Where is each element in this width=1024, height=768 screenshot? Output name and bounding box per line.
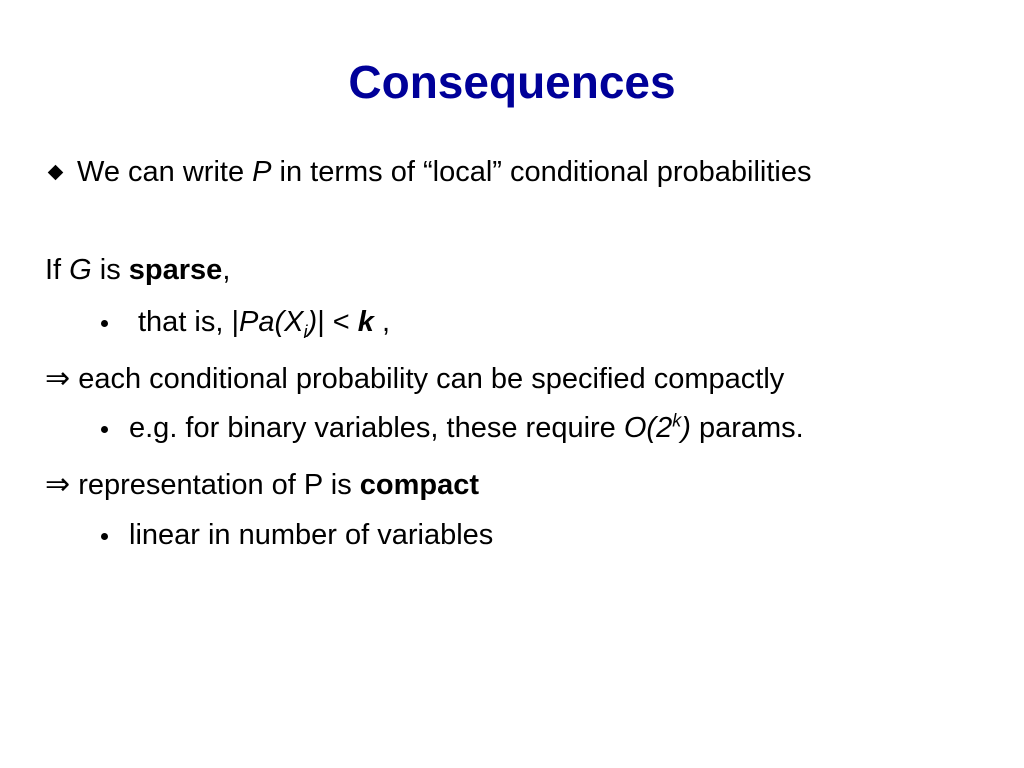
var-p: P [252, 156, 272, 188]
sparse-mid: is [91, 254, 129, 286]
thatis-post: , [373, 306, 391, 338]
implication-representation [45, 467, 479, 503]
representation-pre: representation of P is [70, 469, 360, 501]
diamond-bullet-icon [48, 165, 64, 181]
implies-arrow-icon: ⇒ [45, 361, 71, 396]
dot-bullet-icon [101, 426, 108, 433]
slide-title: Consequences [348, 56, 676, 108]
dot-bullet-icon [101, 320, 108, 327]
eg-text [129, 410, 804, 446]
linear-text: linear in number of variables [129, 519, 494, 551]
bullet-text-pre: We can write [77, 156, 253, 188]
big-o-close: ) [681, 412, 691, 444]
thatis-text [138, 304, 390, 340]
implication-text: each conditional probability can be specified compactly [70, 363, 785, 395]
var-g: G [69, 254, 92, 286]
eg-post: params. [690, 412, 804, 444]
subscript-i: i [303, 321, 308, 342]
eg-pre: e.g. for binary variables, these require [129, 412, 624, 444]
sparse-pre: If [45, 254, 70, 286]
pa-func: Pa(X [239, 306, 304, 338]
thatis-pre: that is, | [138, 306, 240, 338]
superscript-k: k [672, 410, 682, 431]
sparse-post: , [222, 254, 231, 286]
implication-compact-cpd [45, 361, 784, 397]
bullet-text-post: in terms of “local” conditional probabilities [271, 156, 812, 188]
dot-bullet-icon [101, 533, 108, 540]
sparse-bold: sparse [128, 254, 223, 286]
thatis-mid: | < [317, 306, 358, 338]
big-o: O(2 [623, 412, 673, 444]
var-k: k [357, 306, 374, 338]
compact-bold: compact [359, 469, 480, 501]
sparse-line [45, 252, 230, 288]
implies-arrow-icon: ⇒ [45, 467, 71, 502]
bullet-text [77, 154, 811, 190]
pa-close: ) [307, 306, 318, 338]
